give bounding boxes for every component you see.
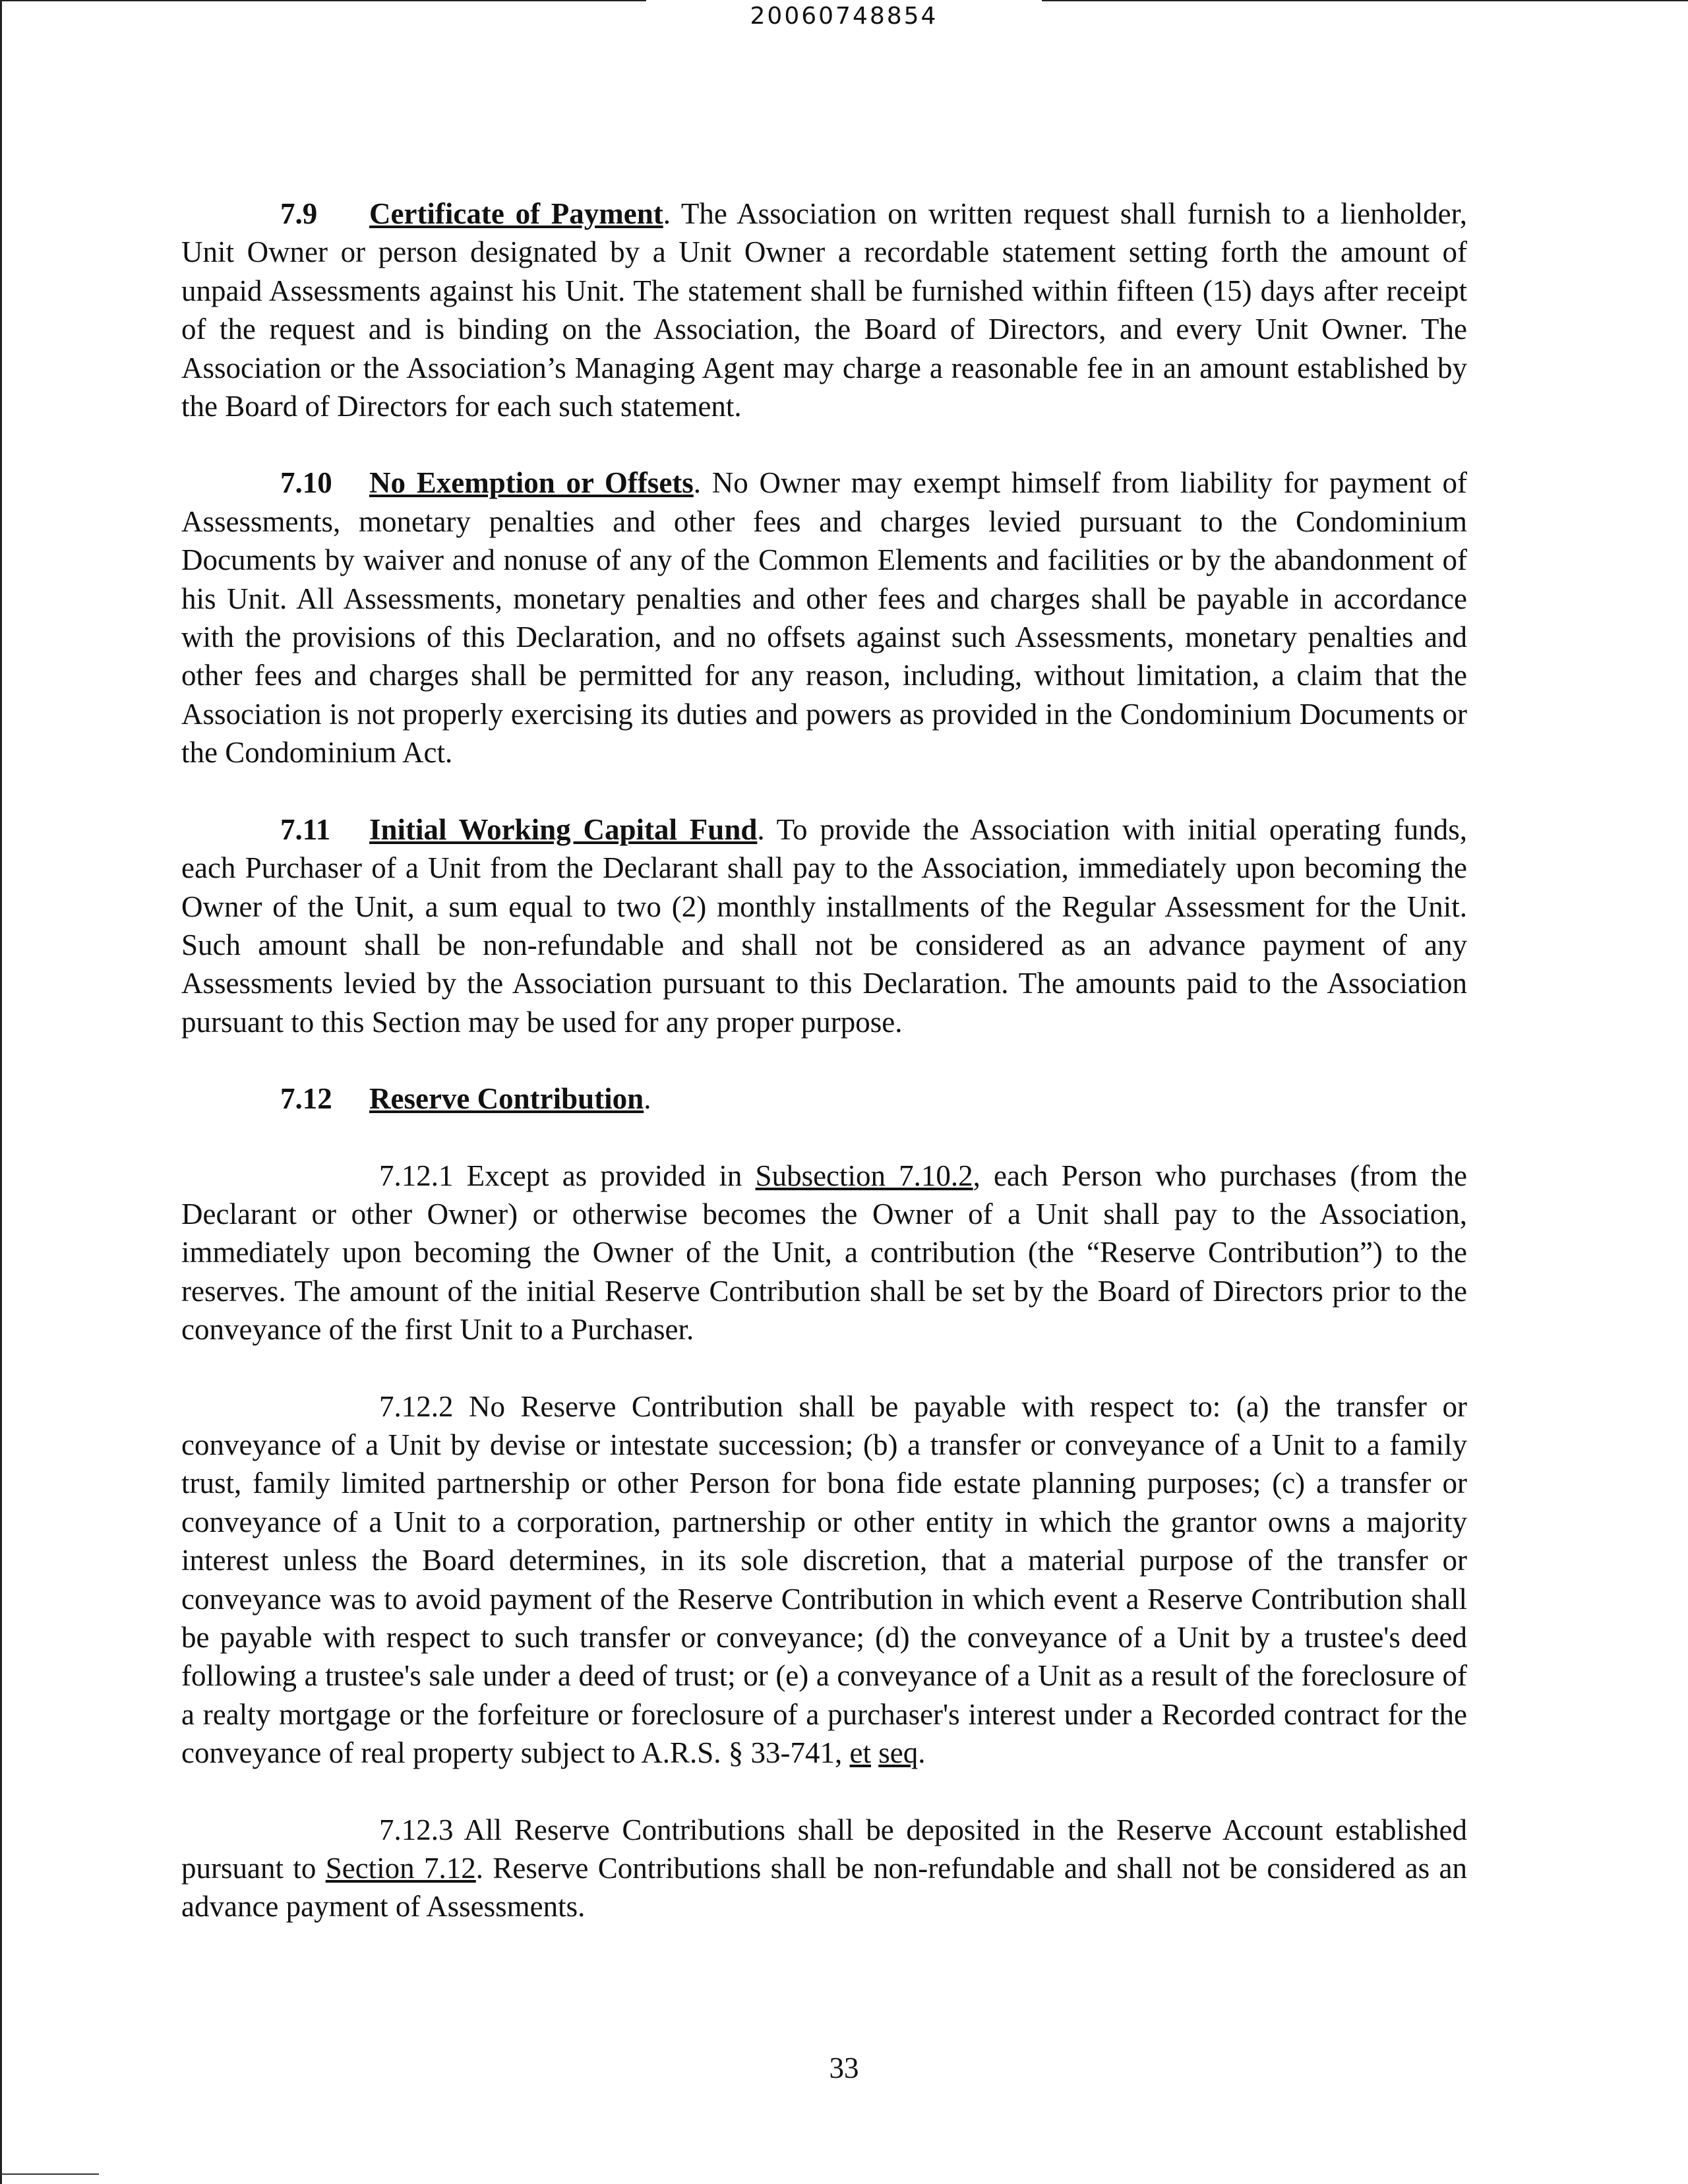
top-rule-right [1042,0,1688,1]
scan-left-edge [0,0,2,2184]
section-title: Certificate of Payment [369,197,663,230]
subsection-text: , each Person who purchases (from the Declarant or other Owner) or otherwise becomes the Owner of a Unit shall pay to the Association, immediately upon becoming the Owner of the Unit, a contribution (the “Reserve Contribution”) to the reserves. The amount of the initial Reserve Contribution shall be set by the Board of Directors prior to the conveyance of the first Unit to a Purchaser. [181,1159,1467,1347]
section-7-9 [181,195,1467,425]
section-number: 7.10 [280,466,332,500]
section-number: 7.12 [280,1082,332,1116]
latin-seq: seq [878,1736,919,1770]
section-body: No Owner may exempt himself from liability for payment of Assessments, monetary penalties and other fees and charges levied pursuant to the Condominium Documents by waiver and nonuse of any of the Common Elements and facilities or by the abandonment of his Unit. All Assessments, monetary penalties and other fees and charges shall be payable in accordance with the provisions of this Declaration, and no offsets against such Assessments, monetary penalties and other fees and charges shall be permitted for any reason, including, without limitation, a claim that the Association is not properly exercising its duties and powers as provided in the Condominium Documents or the Condominium Act. [181,466,1467,770]
section-body: The Association on written request shall furnish to a lienholder, Unit Owner or person designated by a Unit Owner a recordable statement setting forth the amount of unpaid Assessments against his Unit. The statement shall be furnished within fifteen (15) days after receipt of the request and is binding on the Association, the Board of Directors, and every Unit Owner. The Association or the Association’s Managing Agent may charge a reasonable fee in an amount established by the Board of Directors for each such statement. [181,197,1468,423]
bottom-scan-mark [0,2173,99,2175]
subsection-text: 7.12.3 All Reserve Contributions shall be deposited in the Reserve Account established pursuant to [181,1813,1467,1885]
section-number: 7.9 [280,197,318,230]
section-title-period: . [757,812,765,846]
cross-reference: Subsection 7.10.2 [755,1159,973,1192]
section-title: No Exemption or Offsets [369,466,694,500]
document-number: 20060748854 [750,3,938,30]
subsection-text: 7.12.1 Except as provided in [379,1159,756,1192]
section-title-period: . [663,197,671,230]
latin-et: et [849,1736,871,1770]
section-title: Initial Working Capital Fund [369,812,758,846]
section-body: To provide the Association with initial operating funds, each Purchaser of a Unit from the Declarant shall pay to the Association, immediately upon becoming the Owner of the Unit, a sum equal to two (2) monthly installments of the Regular Assessment for the Unit. Such amount shall be non-refundable and shall not be considered as an advance payment of any Assessments levied by the Association pursuant to this Declaration. The amounts paid to the Association pursuant to this Section may be used for any proper purpose. [181,812,1467,1039]
section-number: 7.11 [280,812,331,846]
section-7-12-heading [181,1079,1467,1118]
cross-reference: Section 7.12 [325,1852,476,1885]
subsection-7-12-3 [181,1811,1467,1926]
page-number: 33 [829,2051,859,2084]
space [871,1736,878,1769]
section-7-10 [181,464,1467,772]
subsection-end: . [918,1736,926,1770]
section-7-11 [181,810,1467,1041]
subsection-text: . Reserve Contributions shall be non-refundable and shall not be considered as an advance payment of Assessments. [181,1852,1467,1924]
subsection-7-12-2 [181,1387,1467,1773]
subsection-7-12-1 [181,1157,1467,1349]
subsection-text: 7.12.2 No Reserve Contribution shall be payable with respect to: (a) the transfer or conveyance of a Unit by devise or intestate succession; (b) a transfer or conveyance of a Unit to a family trust, family limited partnership or other Person for bona fide estate planning purposes; (c) a transfer or conveyance of a Unit to a corporation, partnership or other entity in which the grantor owns a majority interest unless the Board determines, in its sole discretion, that a material purpose of the transfer or conveyance was to avoid payment of the Reserve Contribution in which event a Reserve Contribution shall be payable with respect to such transfer or conveyance; (d) the conveyance of a Unit by a trustee's deed following a trustee's sale under a deed of trust; or (e) a conveyance of a Unit as a result of the foreclosure of a realty mortgage or the forfeiture or foreclosure of a purchaser's interest under a Recorded contract for the conveyance of real property subject to A.R.S. § 33-741, [181,1389,1467,1770]
section-title-period: . [693,466,702,500]
section-title-period: . [644,1082,651,1116]
document-body [181,195,1467,1964]
top-rule-left [0,0,646,1]
section-title: Reserve Contribution [369,1082,644,1116]
